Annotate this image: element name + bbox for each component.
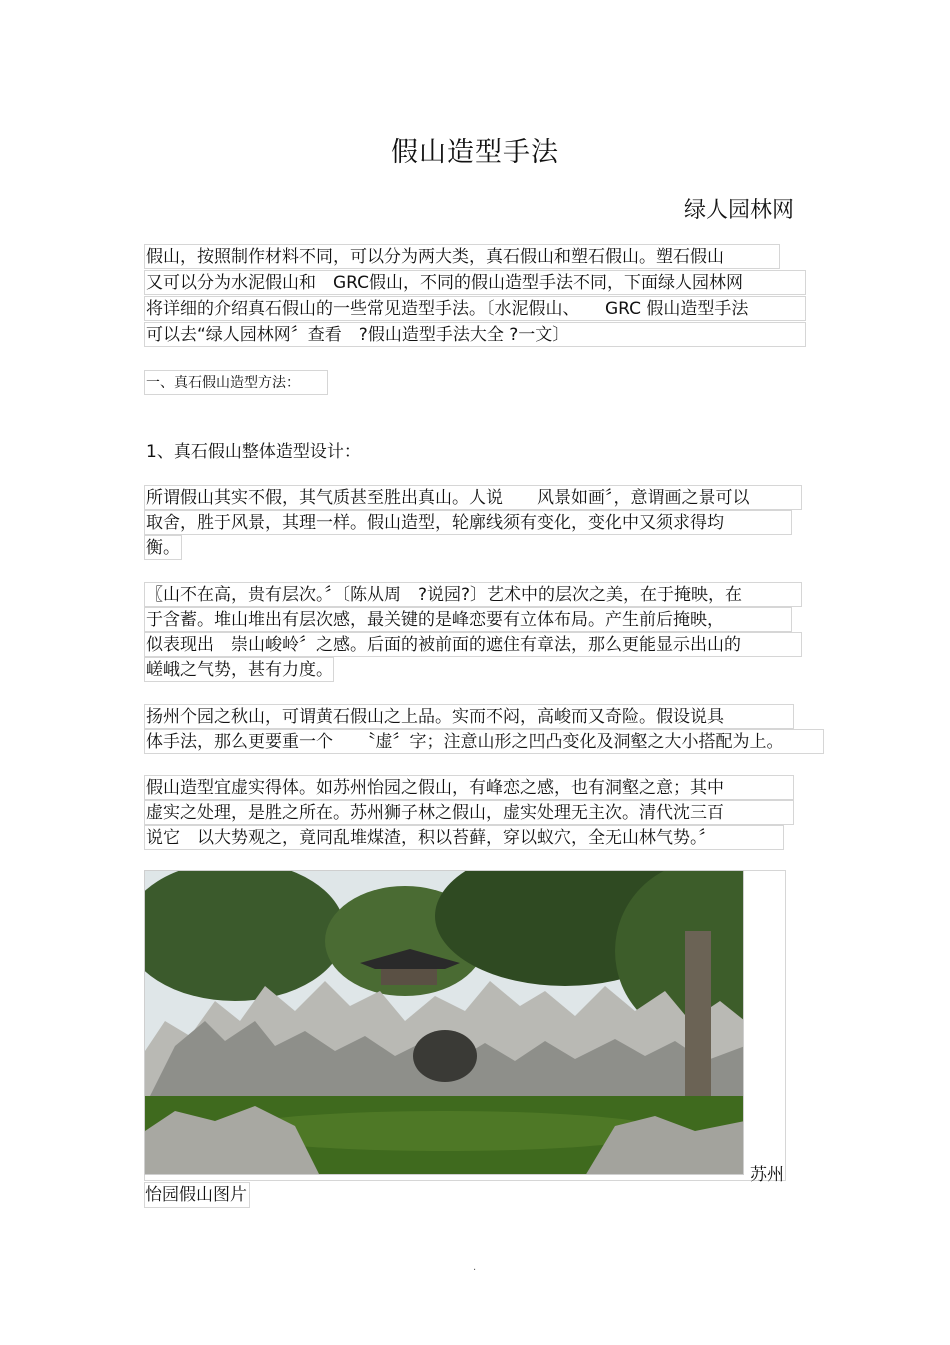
photo-caption-line-1: 苏州 [750, 1165, 784, 1185]
para3-line-1: 扬州个园之秋山，可谓黄石假山之上品。实而不闷，高峻而又奇险。假设说具 [144, 704, 794, 729]
para4-line-1: 假山造型宜虚实得体。如苏州怡园之假山，有峰恋之感，也有洞壑之意；其中 [144, 775, 794, 800]
garden-rockery-photo [144, 870, 744, 1175]
section-heading: 一、真石假山造型方法： [144, 370, 328, 395]
para1-line-1: 所谓假山其实不假，其气质甚至胜出真山。人说 风景如画〞，意谓画之景可以 [144, 485, 802, 510]
para4-line-3: 说它 以大势观之，竟同乱堆煤渣，积以苔藓，穿以蚁穴，全无山林气势。〞 [144, 825, 784, 850]
photo-caption-line-2: 怡园假山图片 [144, 1182, 250, 1208]
intro-line-2: 又可以分为水泥假山和 GRC假山，不同的假山造型手法不同，下面绿人园林网 [144, 270, 806, 295]
intro-line-1: 假山，按照制作材料不同，可以分为两大类，真石假山和塑石假山。塑石假山 [144, 244, 780, 269]
photo-pavilion-body [381, 969, 437, 985]
para1-line-2: 取舍，胜于风景，其理一样。假山造型，轮廓线须有变化，变化中又须求得均 [144, 510, 792, 535]
para2-line-4: 嵯峨之气势，甚有力度。 [144, 657, 334, 682]
source-label: 绿人园林网 [683, 198, 794, 223]
photo-cave [413, 1030, 477, 1082]
photo-illustration [145, 871, 744, 1175]
para3-line-2: 体手法，那么更要重一个 〝虚〞字；注意山形之凹凸变化及洞壑之大小搭配为上。 [144, 729, 824, 754]
intro-line-3: 将详细的介绍真石假山的一些常见造型手法。〔水泥假山、 GRC 假山造型手法 [144, 296, 806, 321]
para4-line-2: 虚实之处理，是胜之所在。苏州狮子林之假山，虚实处理无主次。清代沈三百 [144, 800, 794, 825]
intro-line-4: 可以去“绿人园林网〞查看 ?假山造型手法大全 ?一文〕 [144, 322, 806, 347]
page-mark: . [473, 1262, 477, 1273]
para2-line-2: 于含蓄。堆山堆出有层次感，最关键的是峰恋要有立体布局。产生前后掩映， [144, 607, 792, 632]
para2-line-1: 〖山不在高，贵有层次。〞〔陈从周 ?说园?〕艺术中的层次之美，在于掩映，在 [144, 582, 802, 607]
para1-line-3: 衡。 [144, 535, 182, 560]
para2-line-3: 似表现出 崇山峻岭〞之感。后面的被前面的遮住有章法，那么更能显示出山的 [144, 632, 802, 657]
sub-heading: 1、真石假山整体造型设计： [146, 442, 361, 462]
page-title: 假山造型手法 [391, 137, 559, 168]
